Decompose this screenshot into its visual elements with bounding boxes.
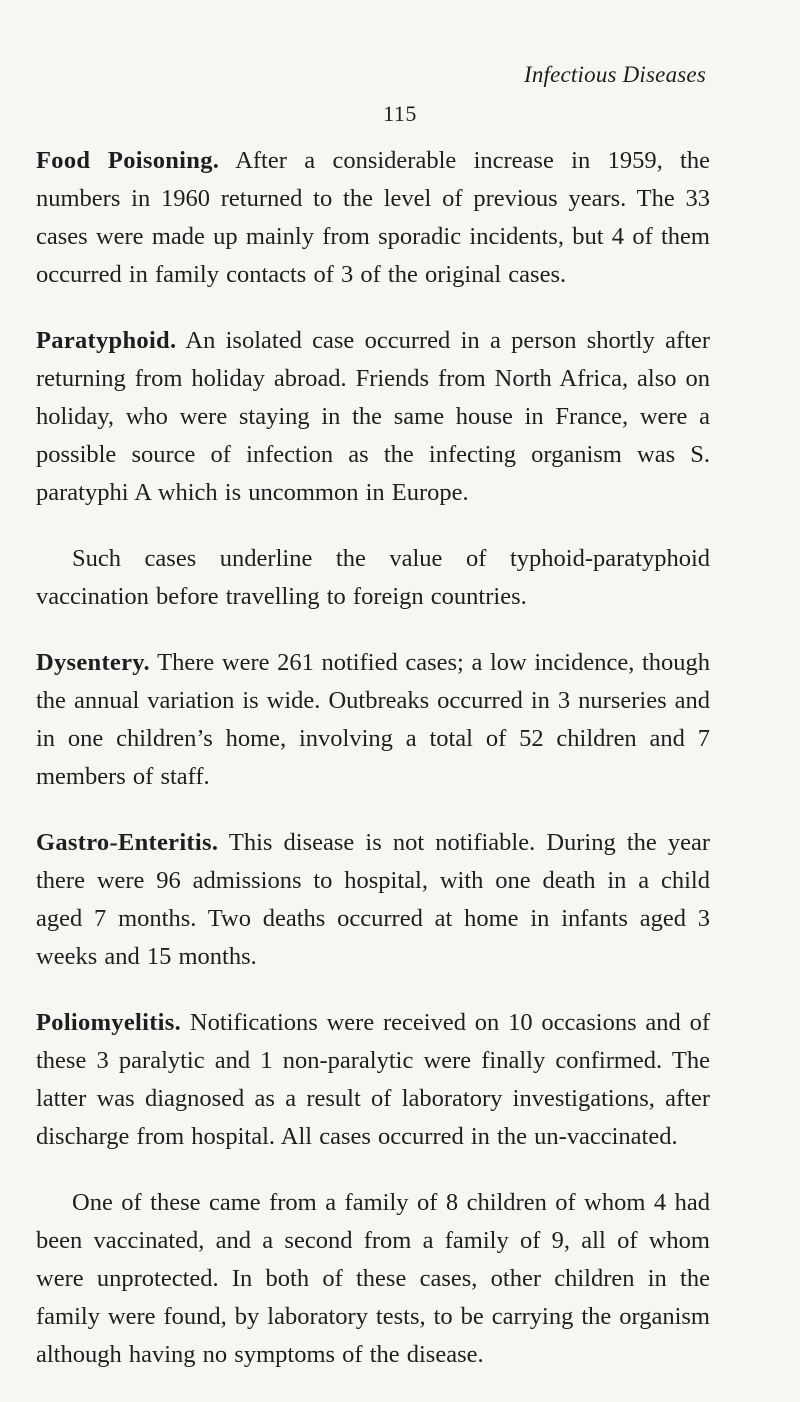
paragraph-text: Notifications were received on 10 occasions and of these 3 paralytic and 1 non-paralytic were finally confirmed. The latter was diagnosed as a result of laboratory investigations, after discharge from hospital. All cases occurred in the un-vaccinated. xyxy=(36,1009,711,1150)
paragraph-poliomyelitis xyxy=(36,1004,710,1156)
paragraph-food-poisoning xyxy=(36,142,710,294)
section-heading-paratyphoid: Paratyphoid. xyxy=(36,327,177,354)
section-heading-gastro-enteritis: Gastro-Enteritis. xyxy=(36,829,219,856)
paragraph-gastro-enteritis xyxy=(36,824,710,976)
paragraph-text: After a considerable increase in 1959, the numbers in 1960 returned to the level of previous years. The 33 cases were made up mainly from sporadic incidents, but 4 of them occurred in family contacts of 3 of the original cases. xyxy=(36,147,710,288)
paragraph-text: This disease is not notifiable. During the year there were 96 admissions to hospital, with one death in a child aged 7 months. Two deaths occurred at home in infants aged 3 weeks and 15 months. xyxy=(36,829,710,970)
paragraph-text: An isolated case occurred in a person shortly after returning from holiday abroad. Friends from North Africa, also on holiday, who were staying in the same house in France, were a possible source of infection as the infecting organism was S. paratyphi A which is uncommon in Europe. xyxy=(36,327,710,506)
page-number: 115 xyxy=(383,101,417,126)
paragraph-family-cases xyxy=(36,1184,710,1374)
paragraph-dysentery xyxy=(36,644,710,796)
paragraph-text: Such cases underline the value of typhoid-paratyphoid vaccination before travelling to foreign countries. xyxy=(36,545,710,610)
running-head: Infectious Diseases xyxy=(523,62,706,87)
section-heading-poliomyelitis: Poliomyelitis. xyxy=(36,1009,182,1036)
paragraph-paratyphoid xyxy=(36,322,710,512)
paragraph-text: There were 261 notified cases; a low incidence, though the annual variation is wide. Outbreaks occurred in 3 nurseries and in one children’s home, involving a total of 52 children and 7 members of staff. xyxy=(36,649,711,790)
section-heading-dysentery: Dysentery. xyxy=(36,649,150,676)
section-heading-food-poisoning: Food Poisoning. xyxy=(36,147,220,174)
paragraph-text: One of these came from a family of 8 children of whom 4 had been vaccinated, and a second from a family of 9, all of whom were unprotected. In both of these cases, other children in the family were found, by laboratory tests, to be carrying the organism although having no symptoms of the disease. xyxy=(36,1189,710,1368)
body-text xyxy=(36,142,710,1402)
paragraph-vaccination-note xyxy=(36,540,710,616)
